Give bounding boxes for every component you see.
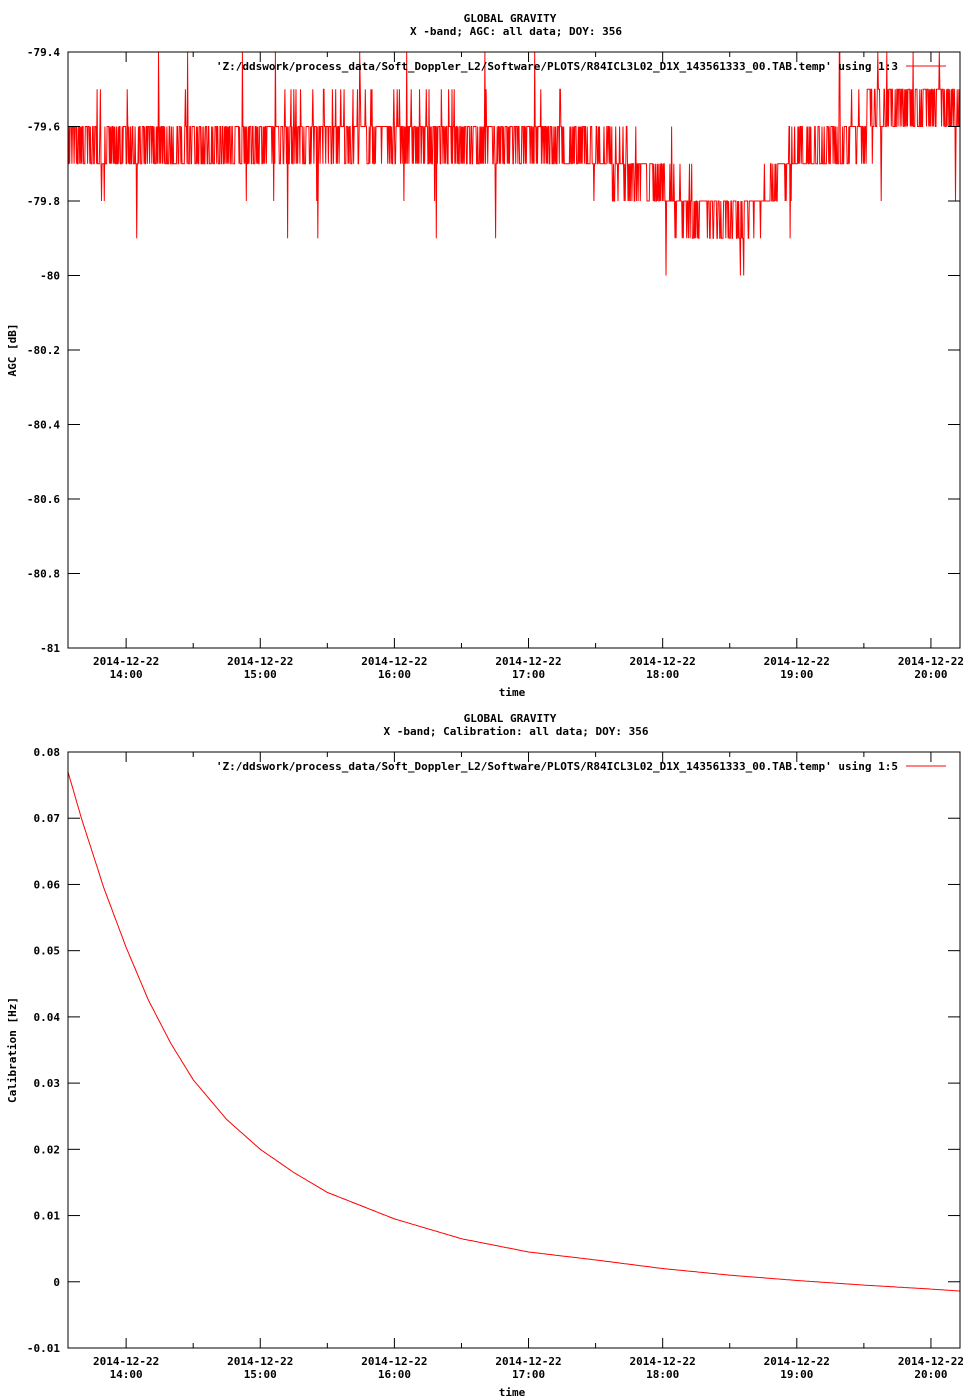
x-tick-date-label: 2014-12-22: [227, 655, 294, 668]
x-tick-date-label: 2014-12-22: [897, 655, 965, 668]
x-tick-time-label: 17:00: [511, 1368, 546, 1381]
x-axis-label: time: [498, 686, 526, 699]
x-tick-date-label: 2014-12-22: [227, 1355, 294, 1368]
agc-series-line: [68, 52, 960, 276]
x-tick-date-label: 2014-12-22: [495, 1355, 562, 1368]
y-tick-label: 0.07: [33, 812, 60, 826]
x-tick-date-label: 2014-12-22: [629, 655, 696, 668]
y-axis-label: Calibration [Hz]: [6, 997, 19, 1103]
x-tick-time-label: 17:00: [511, 668, 546, 681]
y-tick-label: -80.6: [26, 493, 60, 506]
x-tick-date-label: 2014-12-22: [361, 1355, 428, 1368]
y-tick-label: -80: [40, 269, 60, 283]
y-tick-label: -81: [40, 642, 60, 655]
y-tick-label: 0.06: [33, 878, 60, 892]
chart-title: GLOBAL GRAVITY: [463, 12, 557, 25]
x-tick-date-label: 2014-12-22: [93, 655, 160, 668]
legend-label: 'Z:/ddswork/process_data/Soft_Doppler_L2/Software/PLOTS/R84ICL3L02_D1X_143561333_00.TAB.temp' using 1:5: [215, 760, 898, 773]
calibration-series-line: [68, 772, 960, 1291]
y-tick-label: -80.4: [26, 418, 60, 432]
y-axis-label: AGC [dB]: [6, 323, 19, 377]
x-tick-date-label: 2014-12-22: [629, 1355, 696, 1368]
x-tick-date-label: 2014-12-22: [361, 655, 428, 668]
x-tick-time-label: 14:00: [109, 1368, 143, 1381]
x-tick-time-label: 19:00: [780, 668, 814, 681]
y-tick-label: 0.04: [33, 1010, 60, 1024]
x-axis-label: time: [498, 1386, 526, 1399]
legend-label: 'Z:/ddswork/process_data/Soft_Doppler_L2/Software/PLOTS/R84ICL3L02_D1X_143561333_00.TAB.temp' using 1:3: [215, 60, 898, 73]
x-tick-time-label: 14:00: [109, 668, 143, 681]
y-tick-label: -0.01: [26, 1342, 60, 1355]
plot-frame: [68, 752, 960, 1348]
x-tick-date-label: 2014-12-22: [495, 655, 562, 668]
y-tick-label: -79.6: [26, 120, 60, 134]
y-tick-label: -79.4: [26, 46, 60, 59]
y-axis-ticks: [27, 746, 960, 1355]
x-tick-time-label: 18:00: [646, 1368, 680, 1381]
y-tick-label: 0.03: [33, 1077, 60, 1091]
y-tick-label: -79.8: [26, 195, 60, 208]
y-tick-label: -80.8: [26, 567, 60, 581]
y-tick-label: -80.2: [26, 344, 60, 357]
x-tick-time-label: 15:00: [243, 668, 277, 681]
x-tick-time-label: 20:00: [914, 1368, 948, 1381]
chart-title: GLOBAL GRAVITY: [463, 712, 557, 725]
x-tick-time-label: 16:00: [377, 1368, 411, 1381]
y-tick-label: 0.08: [33, 746, 60, 759]
x-tick-date-label: 2014-12-22: [763, 655, 830, 668]
y-tick-label: 0.02: [33, 1143, 60, 1157]
y-tick-label: 0.05: [33, 944, 60, 958]
x-tick-time-label: 19:00: [780, 1368, 814, 1381]
x-tick-time-label: 15:00: [243, 1368, 277, 1381]
x-tick-time-label: 16:00: [377, 668, 411, 681]
x-tick-time-label: 20:00: [914, 668, 948, 681]
x-tick-date-label: 2014-12-22: [897, 1355, 965, 1368]
agc-chart: [6, 12, 964, 699]
x-tick-time-label: 18:00: [646, 668, 680, 681]
chart-subtitle: X -band; Calibration: all data; DOY: 356: [383, 725, 649, 738]
x-axis-ticks: [93, 752, 964, 1381]
x-tick-date-label: 2014-12-22: [763, 1355, 830, 1368]
chart-subtitle: X -band; AGC: all data; DOY: 356: [410, 25, 622, 38]
calibration-chart: [6, 712, 964, 1399]
y-tick-label: 0: [53, 1275, 60, 1289]
x-tick-date-label: 2014-12-22: [93, 1355, 160, 1368]
y-tick-label: 0.01: [33, 1209, 60, 1223]
